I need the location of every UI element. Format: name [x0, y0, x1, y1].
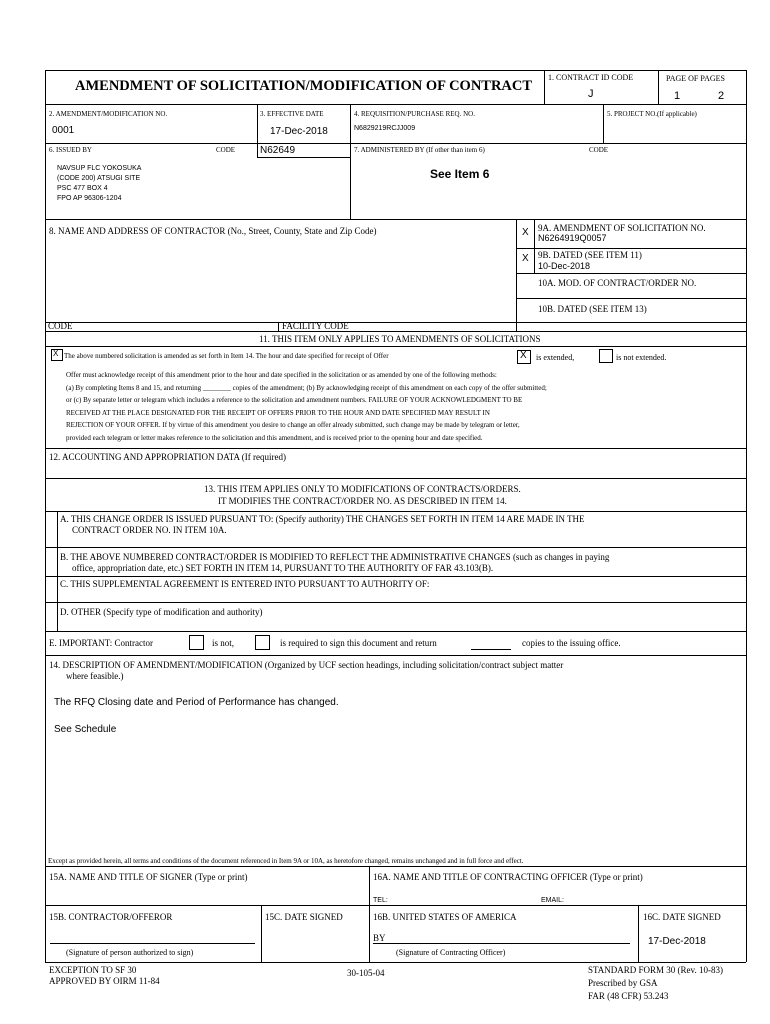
ack-line: provided each telegram or letter makes reference to the solicitation and this amendment, and is received prior to the opening hour and date specified. [66, 433, 483, 442]
item9a-value: N6264919Q0057 [538, 233, 607, 243]
project-no-label: 5. PROJECT NO.(If applicable) [607, 110, 697, 118]
facility-code-label: FACILITY CODE [282, 321, 349, 331]
amendment-no-label: 2. AMENDMENT/MODIFICATION NO. [49, 110, 168, 118]
issuer-line: (CODE 200) ATSUGI SITE [57, 175, 141, 182]
page-number: 1 [674, 90, 681, 102]
is-required-checkbox[interactable] [255, 635, 270, 650]
issuer-line: NAVSUP FLC YOKOSUKA [57, 165, 142, 172]
footer-approved: APPROVED BY OIRM 11-84 [49, 976, 160, 986]
footer-exception: EXCEPTION TO SF 30 [49, 965, 137, 975]
item12-label: 12. ACCOUNTING AND APPROPRIATION DATA (If required) [49, 452, 287, 462]
amended-text: The above numbered solicitation is amended as set forth in Item 14. The hour and date specified for receipt of Offer [64, 352, 389, 360]
item15a-label: 15A. NAME AND TITLE OF SIGNER (Type or print) [49, 872, 248, 882]
item16c-label: 16C. DATE SIGNED [643, 912, 721, 922]
item16a-label: 16A. NAME AND TITLE OF CONTRACTING OFFICER (Type or print) [373, 872, 643, 882]
ack-line: RECEIVED AT THE PLACE DESIGNATED FOR THE RECEIPT OF OFFERS PRIOR TO THE HOUR AND DATE SPECIFIED MAY RESULT IN [66, 408, 490, 417]
ack-line: REJECTION OF YOUR OFFER. If by virtue of this amendment you desire to change an offer already submitted, such change may be made by telegram or letter, [66, 421, 520, 430]
copies-blank[interactable] [471, 649, 511, 650]
tel-label: TEL: [373, 897, 388, 904]
item16c-value: 17-Dec-2018 [648, 936, 706, 947]
issuer-line: FPO AP 96306-1204 [57, 195, 122, 202]
item14-label-1: 14. DESCRIPTION OF AMENDMENT/MODIFICATION (Organized by UCF section headings, including solicitation/contract subject matter [49, 660, 564, 670]
ack-line: Offer must acknowledge receipt of this amendment prior to the hour and date specified in the solicitation or as amended by one of the following methods: [66, 371, 497, 379]
not-extended-label: is not extended. [616, 353, 667, 362]
amendment-no-value: 0001 [52, 125, 75, 136]
officer-signature-line[interactable] [373, 943, 630, 944]
item13b-line-1: B. THE ABOVE NUMBERED CONTRACT/ORDER IS MODIFIED TO REFLECT THE ADMINISTRATIVE CHANGES (such as changes in paying [60, 552, 610, 562]
pages-total: 2 [718, 90, 725, 102]
officer-signature-caption: (Signature of Contracting Officer) [396, 948, 506, 957]
footer-far: FAR (48 CFR) 53.243 [588, 991, 669, 1001]
issuer-address [57, 164, 141, 204]
requisition-no-value: N6829219RCJJ009 [354, 125, 416, 132]
item13d-text: D. OTHER (Specify type of modification and authority) [60, 607, 263, 617]
acknowledgment-text [66, 369, 547, 445]
amended-mark: X [53, 349, 59, 358]
item14-see-schedule: See Schedule [54, 724, 117, 735]
item13b-line-2: office, appropriation date, etc.) SET FORTH IN ITEM 14, PURSUANT TO THE AUTHORITY OF FAR 43.103(B). [72, 563, 494, 573]
item13-heading-2: IT MODIFIES THE CONTRACT/ORDER NO. AS DESCRIBED IN ITEM 14. [218, 496, 507, 506]
item9a-label: 9A. AMENDMENT OF SOLICITATION NO. [538, 223, 706, 233]
issued-code-label: CODE [216, 146, 236, 154]
item13a-line-2: CONTRACT ORDER NO. IN ITEM 10A. [72, 525, 227, 535]
is-not-checkbox[interactable] [189, 635, 204, 650]
item16b-label: 16B. UNITED STATES OF AMERICA [373, 912, 517, 922]
by-label: BY [373, 933, 386, 943]
administered-by-label: 7. ADMINISTERED BY (If other than item 6) [354, 146, 485, 154]
item11-heading: 11. THIS ITEM ONLY APPLIES TO AMENDMENTS OF SOLICITATIONS [259, 334, 541, 344]
effective-date-value: 17-Dec-2018 [270, 126, 328, 137]
ack-line: or (c) By separate letter or telegram which includes a reference to the solicitation and amendment numbers. FAILURE OF YOUR ACKNOWLEDGMENT TO BE [66, 396, 523, 405]
item10a-label: 10A. MOD. OF CONTRACT/ORDER NO. [538, 278, 697, 288]
footer-prescribed: Prescribed by GSA [588, 978, 658, 988]
not-extended-checkbox[interactable] [599, 349, 613, 363]
copies-label: copies to the issuing office. [522, 638, 621, 648]
item13-heading-1: 13. THIS ITEM APPLIES ONLY TO MODIFICATIONS OF CONTRACTS/ORDERS. [204, 484, 521, 494]
item13c-text: C. THIS SUPPLEMENTAL AGREEMENT IS ENTERED INTO PURSUANT TO AUTHORITY OF: [60, 579, 430, 589]
extended-mark: X [520, 350, 527, 361]
extended-label: is extended, [536, 353, 575, 362]
is-not-label: is not, [212, 638, 235, 648]
issuer-line: PSC 477 BOX 4 [57, 185, 108, 192]
administered-code-label: CODE [589, 146, 609, 154]
item15c-label: 15C. DATE SIGNED [265, 912, 343, 922]
important-label: E. IMPORTANT: Contractor [49, 638, 154, 648]
issued-code-value: N62649 [260, 145, 296, 156]
footer-standard-form: STANDARD FORM 30 (Rev. 10-83) [588, 965, 723, 975]
item10b-label: 10B. DATED (SEE ITEM 13) [538, 304, 647, 314]
contractor-signature-line[interactable] [50, 943, 255, 944]
item9b-mark: X [522, 253, 529, 264]
page-of-pages-label: PAGE OF PAGES [666, 74, 725, 83]
item15b-label: 15B. CONTRACTOR/OFFEROR [49, 912, 173, 922]
except-note: Except as provided herein, all terms and conditions of the document referenced in Item 9A or 10A, as heretofore changed, remains unchanged and in full force and effect. [48, 857, 524, 865]
contractor-code-label: CODE [48, 321, 73, 331]
effective-date-label: 3. EFFECTIVE DATE [260, 110, 324, 118]
ack-line: (a) By completing Items 8 and 15, and returning ________ copies of the amendment; (b) By acknowledging receipt of this amendment on each copy of the offer submitted; [66, 383, 547, 392]
item14-description: The RFQ Closing date and Period of Performance has changed. [54, 697, 339, 708]
email-label: EMAIL: [541, 897, 564, 904]
item9a-mark: X [522, 227, 529, 238]
item13a-line-1: A. THIS CHANGE ORDER IS ISSUED PURSUANT TO: (Specify authority) THE CHANGES SET FORTH IN ITEM 14 ARE MADE IN THE [60, 514, 585, 524]
footer-center-code: 30-105-04 [347, 968, 385, 978]
item9b-value: 10-Dec-2018 [538, 261, 591, 271]
administered-by-value: See Item 6 [430, 167, 490, 181]
issued-by-label: 6. ISSUED BY [49, 146, 92, 154]
contract-id-code-label: 1. CONTRACT ID CODE [548, 73, 634, 82]
item9b-label: 9B. DATED (SEE ITEM 11) [538, 250, 642, 260]
contractor-address-label: 8. NAME AND ADDRESS OF CONTRACTOR (No., Street, County, State and Zip Code) [49, 226, 377, 236]
contractor-signature-caption: (Signature of person authorized to sign) [66, 948, 194, 957]
item14-label-2: where feasible.) [66, 671, 124, 681]
requisition-label: 4. REQUISITION/PURCHASE REQ. NO. [354, 110, 475, 118]
form-title: AMENDMENT OF SOLICITATION/MODIFICATION OF CONTRACT [75, 78, 533, 94]
contract-id-code-value: J [588, 88, 594, 100]
is-required-label: is required to sign this document and return [280, 638, 437, 648]
